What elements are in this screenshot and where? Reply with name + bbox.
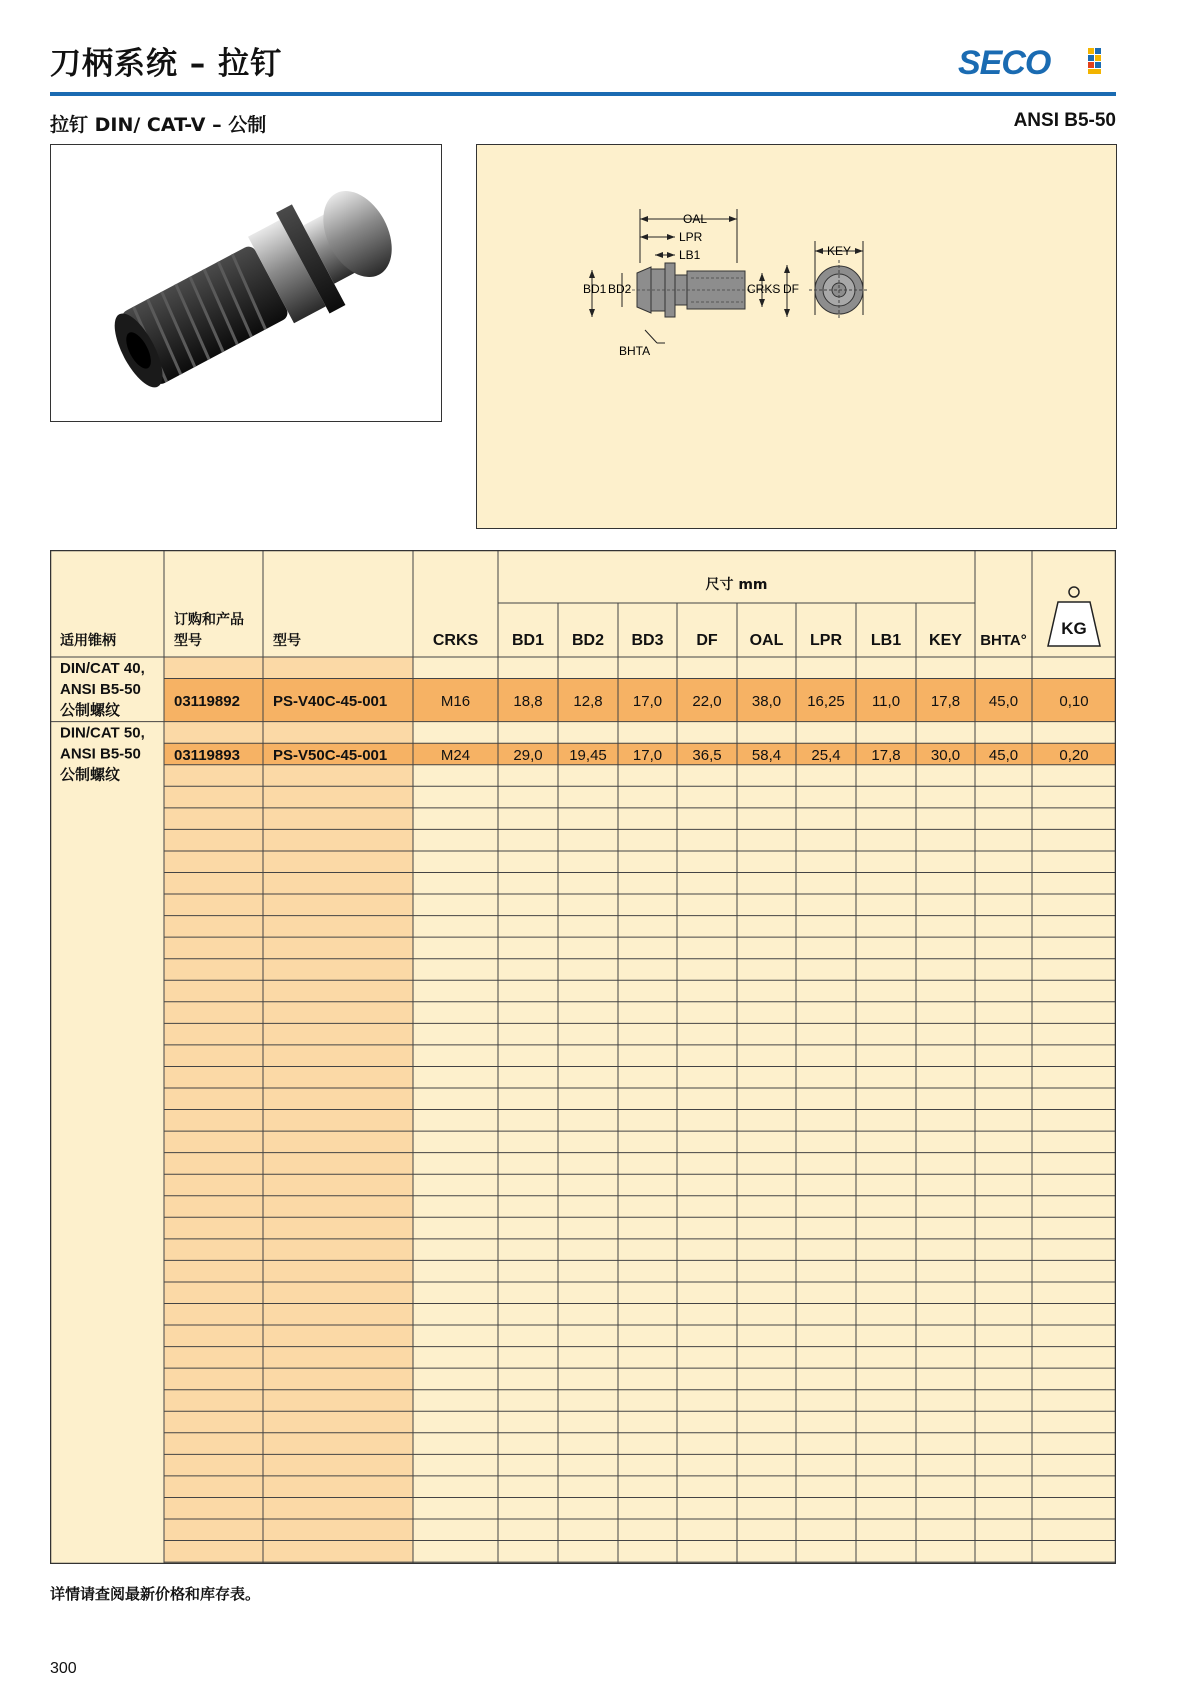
weight-cell: 0,10 [1059, 693, 1089, 711]
header-bhta: BHTA° [980, 632, 1027, 649]
page-number: 300 [50, 1660, 77, 1677]
header-dim-df: DF [696, 632, 718, 649]
crks-cell: M24 [440, 746, 471, 764]
model-cell: PS-V40C-45-001 [273, 693, 388, 711]
label-df: DF [783, 282, 799, 296]
label-bd2: BD2 [608, 282, 632, 296]
seco-logo [958, 44, 1108, 80]
bhta-cell: 45,0 [988, 693, 1019, 711]
page-title: 刀柄系统 – 拉钉 [50, 46, 283, 82]
header-model: 型号 [273, 633, 301, 649]
dimension-diagram [477, 145, 1116, 528]
shank-group-label: 公制螺纹 [60, 701, 121, 719]
product-photo [50, 144, 442, 422]
shank-group-label: DIN/CAT 50, [60, 724, 145, 742]
dim-cell-bd3: 17,0 [632, 693, 663, 711]
dim-cell-key: 17,8 [930, 693, 961, 711]
header-dim-bd1: BD1 [511, 632, 545, 649]
header-dim-lpr: LPR [810, 632, 842, 649]
header-crks: CRKS [432, 632, 479, 649]
order-number-cell: 03119893 [174, 746, 240, 764]
header-dim-bd2: BD2 [571, 632, 605, 649]
dim-cell-oal: 38,0 [751, 693, 782, 711]
shank-group-label: ANSI B5-50 [60, 745, 141, 763]
label-bd1: BD1 [583, 282, 607, 296]
dimension-drawing [476, 144, 1117, 529]
dim-cell-key: 30,0 [930, 746, 961, 764]
header-dim-oal: OAL [749, 632, 784, 649]
label-lb1: LB1 [679, 248, 701, 262]
header-dims-group: 尺寸 mm [705, 577, 768, 593]
header-shank: 适用锥柄 [60, 633, 116, 649]
header-order-line1: 订购和产品 [174, 612, 244, 628]
dim-cell-df: 36,5 [692, 746, 722, 764]
weight-label: KG [1061, 619, 1087, 638]
dim-cell-oal: 58,4 [751, 746, 782, 764]
bhta-cell: 45,0 [988, 746, 1019, 764]
crks-cell: M16 [440, 693, 471, 711]
shank-group-label: DIN/CAT 40, [60, 660, 145, 677]
order-number-cell: 03119892 [174, 693, 240, 711]
dim-cell-df: 22,0 [692, 693, 722, 711]
dim-cell-lpr: 16,25 [807, 693, 845, 711]
footnote: 详情请查阅最新价格和库存表。 [50, 1585, 261, 1603]
header-order-line2: 型号 [174, 633, 202, 649]
label-oal: OAL [683, 212, 708, 226]
pull-stud-image [51, 145, 441, 421]
order-model-columns [164, 657, 413, 1564]
dim-cell-bd3: 17,0 [632, 746, 663, 764]
shank-group-label: ANSI B5-50 [60, 681, 141, 698]
weight-cell: 0,20 [1059, 746, 1089, 764]
model-cell: PS-V50C-45-001 [273, 746, 388, 764]
dim-cell-lb1: 17,8 [871, 746, 901, 764]
dim-cell-lb1: 11,0 [871, 693, 901, 711]
product-table [50, 550, 1116, 1564]
header-dim-bd3: BD3 [631, 632, 664, 649]
header-dim-key: KEY [929, 632, 962, 649]
label-lpr: LPR [679, 230, 703, 244]
logo-text: SECO [958, 44, 1051, 80]
header-dim-lb1: LB1 [870, 632, 902, 649]
label-crks: CRKS [747, 282, 781, 296]
dim-cell-bd1: 29,0 [513, 746, 543, 764]
dim-cell-bd1: 18,8 [513, 693, 543, 711]
header-rule [50, 92, 1116, 96]
dim-cell-bd2: 12,8 [573, 693, 603, 711]
standard-label: ANSI B5-50 [1013, 110, 1116, 131]
dim-cell-bd2: 19,45 [569, 746, 607, 764]
label-bhta: BHTA [619, 344, 651, 358]
dim-cell-lpr: 25,4 [811, 746, 841, 764]
section-subtitle: 拉钉 DIN/ CAT-V – 公制 [50, 114, 267, 136]
label-key: KEY [827, 244, 852, 258]
shank-group-label: 公制螺纹 [60, 765, 121, 784]
